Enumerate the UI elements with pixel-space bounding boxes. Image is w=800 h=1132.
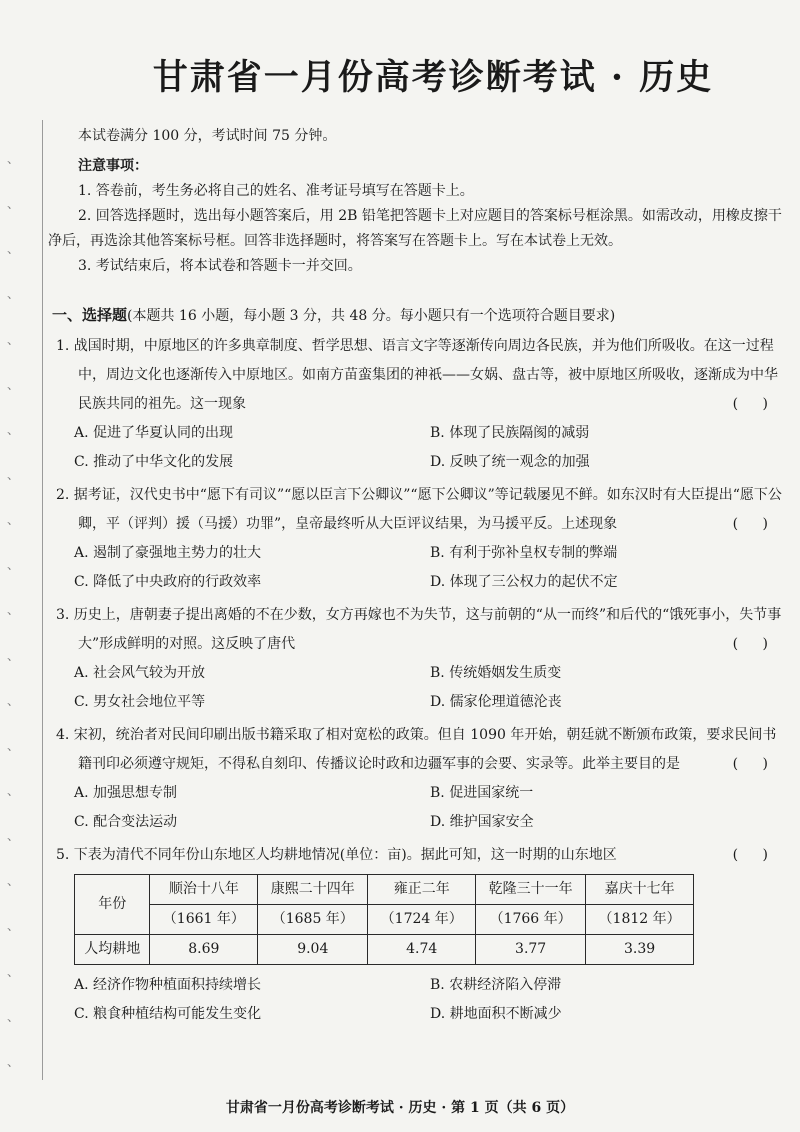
option-c[interactable]: C. 粮食种植结构可能发生变化 xyxy=(74,1006,262,1022)
option-grid xyxy=(48,419,788,477)
note-item: 2. 回答选择题时，选出每小题答案后，用 2B 铅笔把答题卡上对应题目的答案标号框涂黑。如需改动，用橡皮擦干净后，再选涂其他答案标号框。回答非选择题时，将答案写在答题卡上。写在本试卷上无效。 xyxy=(48,208,782,249)
option-grid xyxy=(48,659,788,717)
option-d[interactable]: D. 体现了三公权力的起伏不定 xyxy=(430,574,618,590)
note-item: 1. 答卷前，考生务必将自己的姓名、准考证号填写在答题卡上。 xyxy=(78,183,474,199)
option-a[interactable]: A. 加强思想专制 xyxy=(74,785,178,801)
answer-bracket: ( ) xyxy=(732,756,778,772)
page-title: 甘肃省一月份高考诊断考试 · 历史 xyxy=(152,57,714,98)
option-grid xyxy=(48,971,788,1029)
exam-page xyxy=(48,50,788,1029)
question-2 xyxy=(48,481,788,597)
table-row xyxy=(75,875,694,905)
table-cell: 乾隆三十一年 xyxy=(476,875,586,905)
question-stem: 5. 下表为清代不同年份山东地区人均耕地情况(单位：亩)。据此可知，这一时期的山东地区 ( ) xyxy=(48,841,788,870)
option-d[interactable]: D. 儒家伦理道德沦丧 xyxy=(430,694,562,710)
option-c[interactable]: C. 配合变法运动 xyxy=(74,814,178,830)
question-stem: 3. 历史上，唐朝妻子提出离婚的不在少数，女方再嫁也不为失节，这与前朝的“从一而终”和后代的“饿死事小，失节事大”形成鲜明的对照。这反映了唐代 ( ) xyxy=(48,601,788,659)
table-cell: （1812 年） xyxy=(586,905,694,935)
option-b[interactable]: B. 传统婚姻发生质变 xyxy=(430,665,562,681)
option-a[interactable]: A. 遏制了豪强地主势力的壮大 xyxy=(74,545,262,561)
option-d[interactable]: D. 耕地面积不断减少 xyxy=(430,1006,562,1022)
table-cell: 3.39 xyxy=(586,935,694,965)
option-a[interactable]: A. 社会风气较为开放 xyxy=(74,665,206,681)
option-b[interactable]: B. 促进国家统一 xyxy=(430,785,534,801)
option-grid xyxy=(48,779,788,837)
note-item: 3. 考试结束后，将本试卷和答题卡一并交回。 xyxy=(78,258,362,274)
question-3 xyxy=(48,601,788,717)
option-c[interactable]: C. 推动了中华文化的发展 xyxy=(74,454,234,470)
question-5 xyxy=(48,841,788,1029)
table-cell: （1766 年） xyxy=(476,905,586,935)
table-cell: 8.69 xyxy=(150,935,258,965)
option-c[interactable]: C. 男女社会地位平等 xyxy=(74,694,206,710)
notes-heading: 注意事项： xyxy=(78,158,148,174)
answer-bracket: ( ) xyxy=(732,396,778,412)
table-header-cell: 人均耕地 xyxy=(75,935,150,965)
binding-margin-marks: 、 、 、 、 、 、 、 、 、 、 、 、 、 、 、 、 、 、 、 、 、 xyxy=(6,152,19,1069)
option-b[interactable]: B. 农耕经济陷入停滞 xyxy=(430,977,562,993)
option-a[interactable]: A. 经济作物种植面积持续增长 xyxy=(74,977,262,993)
option-d[interactable]: D. 反映了统一观念的加强 xyxy=(430,454,590,470)
section-label: 一、选择题 xyxy=(52,306,128,324)
option-a[interactable]: A. 促进了华夏认同的出现 xyxy=(74,425,234,441)
question-4 xyxy=(48,721,788,837)
table-row xyxy=(75,905,694,935)
option-grid xyxy=(48,539,788,597)
option-c[interactable]: C. 降低了中央政府的行政效率 xyxy=(74,574,262,590)
table-cell: 顺治十八年 xyxy=(150,875,258,905)
question-stem: 1. 战国时期，中原地区的许多典章制度、哲学思想、语言文字等逐渐传向周边各民族，并为他们所吸收。在这一过程中，周边文化也逐渐传入中原地区。如南方苗蛮集团的神祇——女娲、盘古等，被中原地区所吸收，逐渐成为中华民族共同的祖先。这一现象 ( ) xyxy=(48,332,788,419)
question-1 xyxy=(48,332,788,477)
table-cell: （1724 年） xyxy=(368,905,476,935)
table-cell: 雍正二年 xyxy=(368,875,476,905)
table-cell: （1661 年） xyxy=(150,905,258,935)
answer-bracket: ( ) xyxy=(732,516,778,532)
table-cell: 4.74 xyxy=(368,935,476,965)
exam-intro: 本试卷满分 100 分，考试时间 75 分钟。 xyxy=(78,128,337,144)
table-header-cell: 年份 xyxy=(75,875,150,935)
section-desc: (本题共 16 小题，每小题 3 分，共 48 分。每小题只有一个选项符合题目要求) xyxy=(127,308,616,324)
option-d[interactable]: D. 维护国家安全 xyxy=(430,814,534,830)
table-cell: 3.77 xyxy=(476,935,586,965)
answer-bracket: ( ) xyxy=(732,636,778,652)
farmland-table xyxy=(74,874,694,965)
option-b[interactable]: B. 体现了民族隔阂的减弱 xyxy=(430,425,590,441)
option-b[interactable]: B. 有利于弥补皇权专制的弊端 xyxy=(430,545,618,561)
table-cell: （1685 年） xyxy=(258,905,368,935)
table-row xyxy=(75,935,694,965)
table-cell: 嘉庆十七年 xyxy=(586,875,694,905)
question-stem: 2. 据考证，汉代史书中“愿下有司议”“愿以臣言下公卿议”“愿下公卿议”等记载屡见不鲜。如东汉时有大臣提出“愿下公卿，平（评判）援（马援）功罪”，皇帝最终听从大臣评议结果，为马援平反。上述现象 ( ) xyxy=(48,481,788,539)
table-cell: 康熙二十四年 xyxy=(258,875,368,905)
answer-bracket: ( ) xyxy=(732,847,778,863)
page-footer: 甘肃省一月份高考诊断考试 · 历史 · 第 1 页（共 6 页） xyxy=(225,1100,575,1116)
question-stem: 4. 宋初，统治者对民间印刷出版书籍采取了相对宽松的政策。但自 1090 年开始，朝廷就不断颁布政策，要求民间书籍刊印必须遵守规矩，不得私自刻印、传播议论时政和边疆军事的会要、实录等。此举主要目的是 ( ) xyxy=(48,721,788,779)
binding-line xyxy=(42,120,43,1080)
section-heading xyxy=(48,303,788,328)
table-cell: 9.04 xyxy=(258,935,368,965)
